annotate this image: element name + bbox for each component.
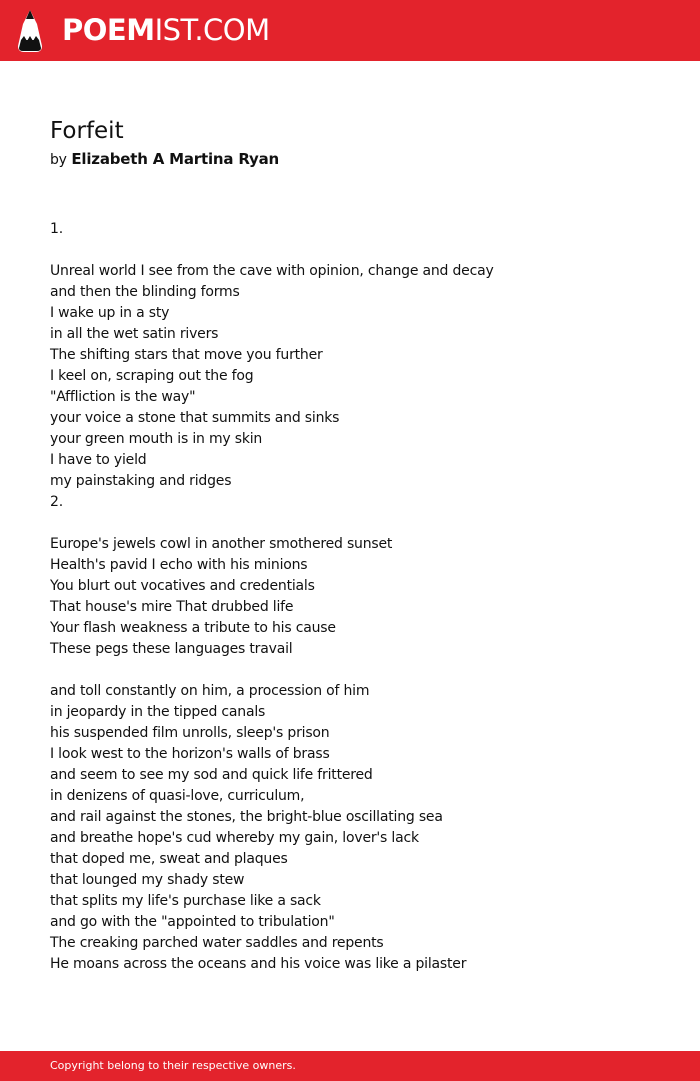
poem-line: that lounged my shady stew <box>50 872 245 888</box>
author-name: Elizabeth A Martina Ryan <box>71 150 279 168</box>
poem-line: my painstaking and ridges <box>50 473 232 489</box>
poem-line: That house's mire That drubbed life <box>50 599 294 615</box>
pencil-icon[interactable] <box>17 10 43 52</box>
poem-line: and breathe hope's cud whereby my gain, lover's lack <box>50 830 419 846</box>
poem-body <box>50 219 670 975</box>
site-header <box>0 0 700 61</box>
poem-line: I look west to the horizon's walls of brass <box>50 746 330 762</box>
poem-line: I have to yield <box>50 452 147 468</box>
poem-line: The creaking parched water saddles and repents <box>50 935 384 951</box>
poem-line: in all the wet satin rivers <box>50 326 219 342</box>
poem-line: and then the blinding forms <box>50 284 240 300</box>
poem-line: Health's pavid I echo with his minions <box>50 557 308 573</box>
poem-line: You blurt out vocatives and credentials <box>50 578 315 594</box>
poem-line: Unreal world I see from the cave with opinion, change and decay <box>50 263 494 279</box>
poem-line: I keel on, scraping out the fog <box>50 368 254 384</box>
copyright-text: Copyright belong to their respective owners. <box>50 1059 296 1072</box>
logo-text-light: IST.COM <box>154 13 270 47</box>
poem-line: Your flash weakness a tribute to his cause <box>50 620 336 636</box>
poem-line: your green mouth is in my skin <box>50 431 263 447</box>
poem-line: and toll constantly on him, a procession of him <box>50 683 370 699</box>
poem-title: Forfeit <box>50 118 124 144</box>
poem-line: The shifting stars that move you further <box>50 347 323 363</box>
logo-text-bold: POEM <box>62 13 155 47</box>
byline <box>50 148 279 171</box>
poem-line <box>50 240 670 261</box>
by-label: by <box>50 152 67 168</box>
poem-line <box>50 513 670 534</box>
poem-line: and rail against the stones, the bright-blue oscillating sea <box>50 809 443 825</box>
poem-line: Europe's jewels cowl in another smothered sunset <box>50 536 393 552</box>
poem-line: and go with the "appointed to tribulation" <box>50 914 335 930</box>
poem-line: I wake up in a sty <box>50 305 170 321</box>
site-logo[interactable] <box>62 12 270 48</box>
poem-line: his suspended film unrolls, sleep's prison <box>50 725 330 741</box>
poem-line: in jeopardy in the tipped canals <box>50 704 266 720</box>
poem-line: and seem to see my sod and quick life frittered <box>50 767 373 783</box>
poem-line: in denizens of quasi-love, curriculum, <box>50 788 305 804</box>
site-footer <box>0 1051 700 1081</box>
poem-line: "Affliction is the way" <box>50 389 196 405</box>
poem-line: that doped me, sweat and plaques <box>50 851 288 867</box>
poem-line: that splits my life's purchase like a sack <box>50 893 321 909</box>
poem-line: 2. <box>50 494 63 510</box>
poem-line: your voice a stone that summits and sinks <box>50 410 340 426</box>
poem-line <box>50 660 670 681</box>
poem-line: 1. <box>50 221 63 237</box>
poem-line: He moans across the oceans and his voice was like a pilaster <box>50 956 467 972</box>
poem-line: These pegs these languages travail <box>50 641 293 657</box>
